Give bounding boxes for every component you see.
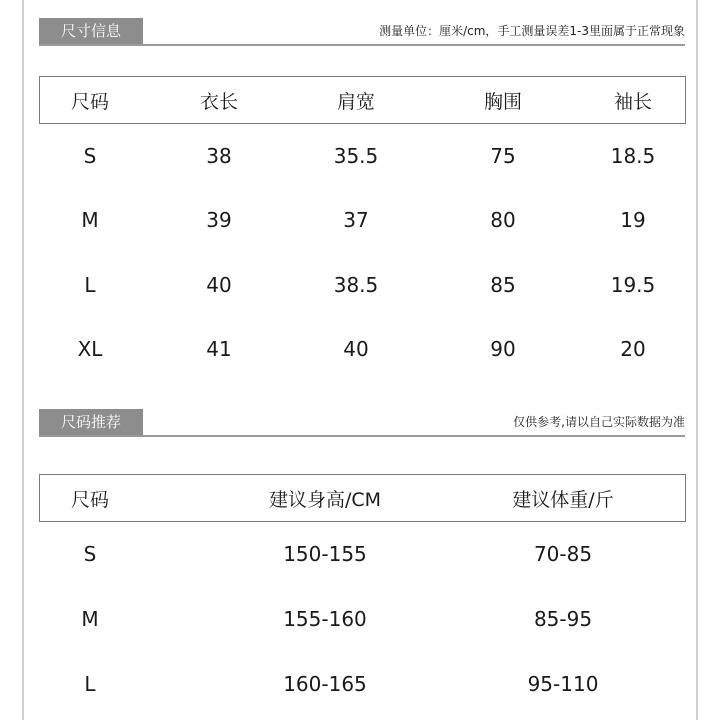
- row-size: XL: [77, 337, 103, 361]
- header-length: 衣长: [199, 91, 239, 113]
- size-info-divider: [39, 44, 685, 46]
- row-size: L: [84, 672, 96, 696]
- row-size: M: [81, 208, 99, 232]
- frame-right-border: [696, 0, 698, 720]
- size-info-note: 测量单位：厘米/cm，手工测量误差1-3里面属于正常现象: [379, 24, 685, 38]
- header-height: 建议身高/CM: [268, 489, 382, 511]
- row-length: 39: [206, 208, 232, 232]
- header-size: 尺码: [70, 489, 110, 511]
- row-chest: 75: [490, 144, 516, 168]
- row-size: L: [84, 273, 96, 297]
- row-sleeve: 19.5: [610, 273, 656, 297]
- size-info-section-header: [39, 18, 685, 44]
- row-shoulder: 37: [343, 208, 369, 232]
- header-size: 尺码: [70, 91, 110, 113]
- row-sleeve: 19: [620, 208, 646, 232]
- size-recommend-section-header: [39, 409, 685, 435]
- row-shoulder: 40: [343, 337, 369, 361]
- row-sleeve: 18.5: [610, 144, 656, 168]
- row-length: 40: [206, 273, 232, 297]
- row-shoulder: 35.5: [333, 144, 379, 168]
- size-info-title: 尺寸信息: [39, 18, 143, 44]
- row-chest: 85: [490, 273, 516, 297]
- size-recommend-divider: [39, 435, 685, 437]
- row-length: 41: [206, 337, 232, 361]
- header-shoulder: 肩宽: [336, 91, 376, 113]
- row-shoulder: 38.5: [333, 273, 379, 297]
- header-chest: 胸围: [483, 91, 523, 113]
- frame-left-border: [22, 0, 24, 720]
- row-chest: 90: [490, 337, 516, 361]
- row-length: 38: [206, 144, 232, 168]
- size-recommend-note: 仅供参考,请以自己实际数据为准: [513, 415, 685, 429]
- row-height: 155-160: [283, 607, 367, 631]
- row-chest: 80: [490, 208, 516, 232]
- row-size: M: [81, 607, 99, 631]
- row-height: 150-155: [283, 542, 367, 566]
- header-weight: 建议体重/斤: [512, 489, 614, 511]
- row-weight: 70-85: [533, 542, 593, 566]
- header-sleeve: 袖长: [613, 91, 653, 113]
- row-weight: 85-95: [533, 607, 593, 631]
- row-size: S: [83, 542, 97, 566]
- row-sleeve: 20: [620, 337, 646, 361]
- row-height: 160-165: [283, 672, 367, 696]
- row-weight: 95-110: [527, 672, 599, 696]
- size-recommend-title: 尺码推荐: [39, 409, 143, 435]
- row-size: S: [83, 144, 97, 168]
